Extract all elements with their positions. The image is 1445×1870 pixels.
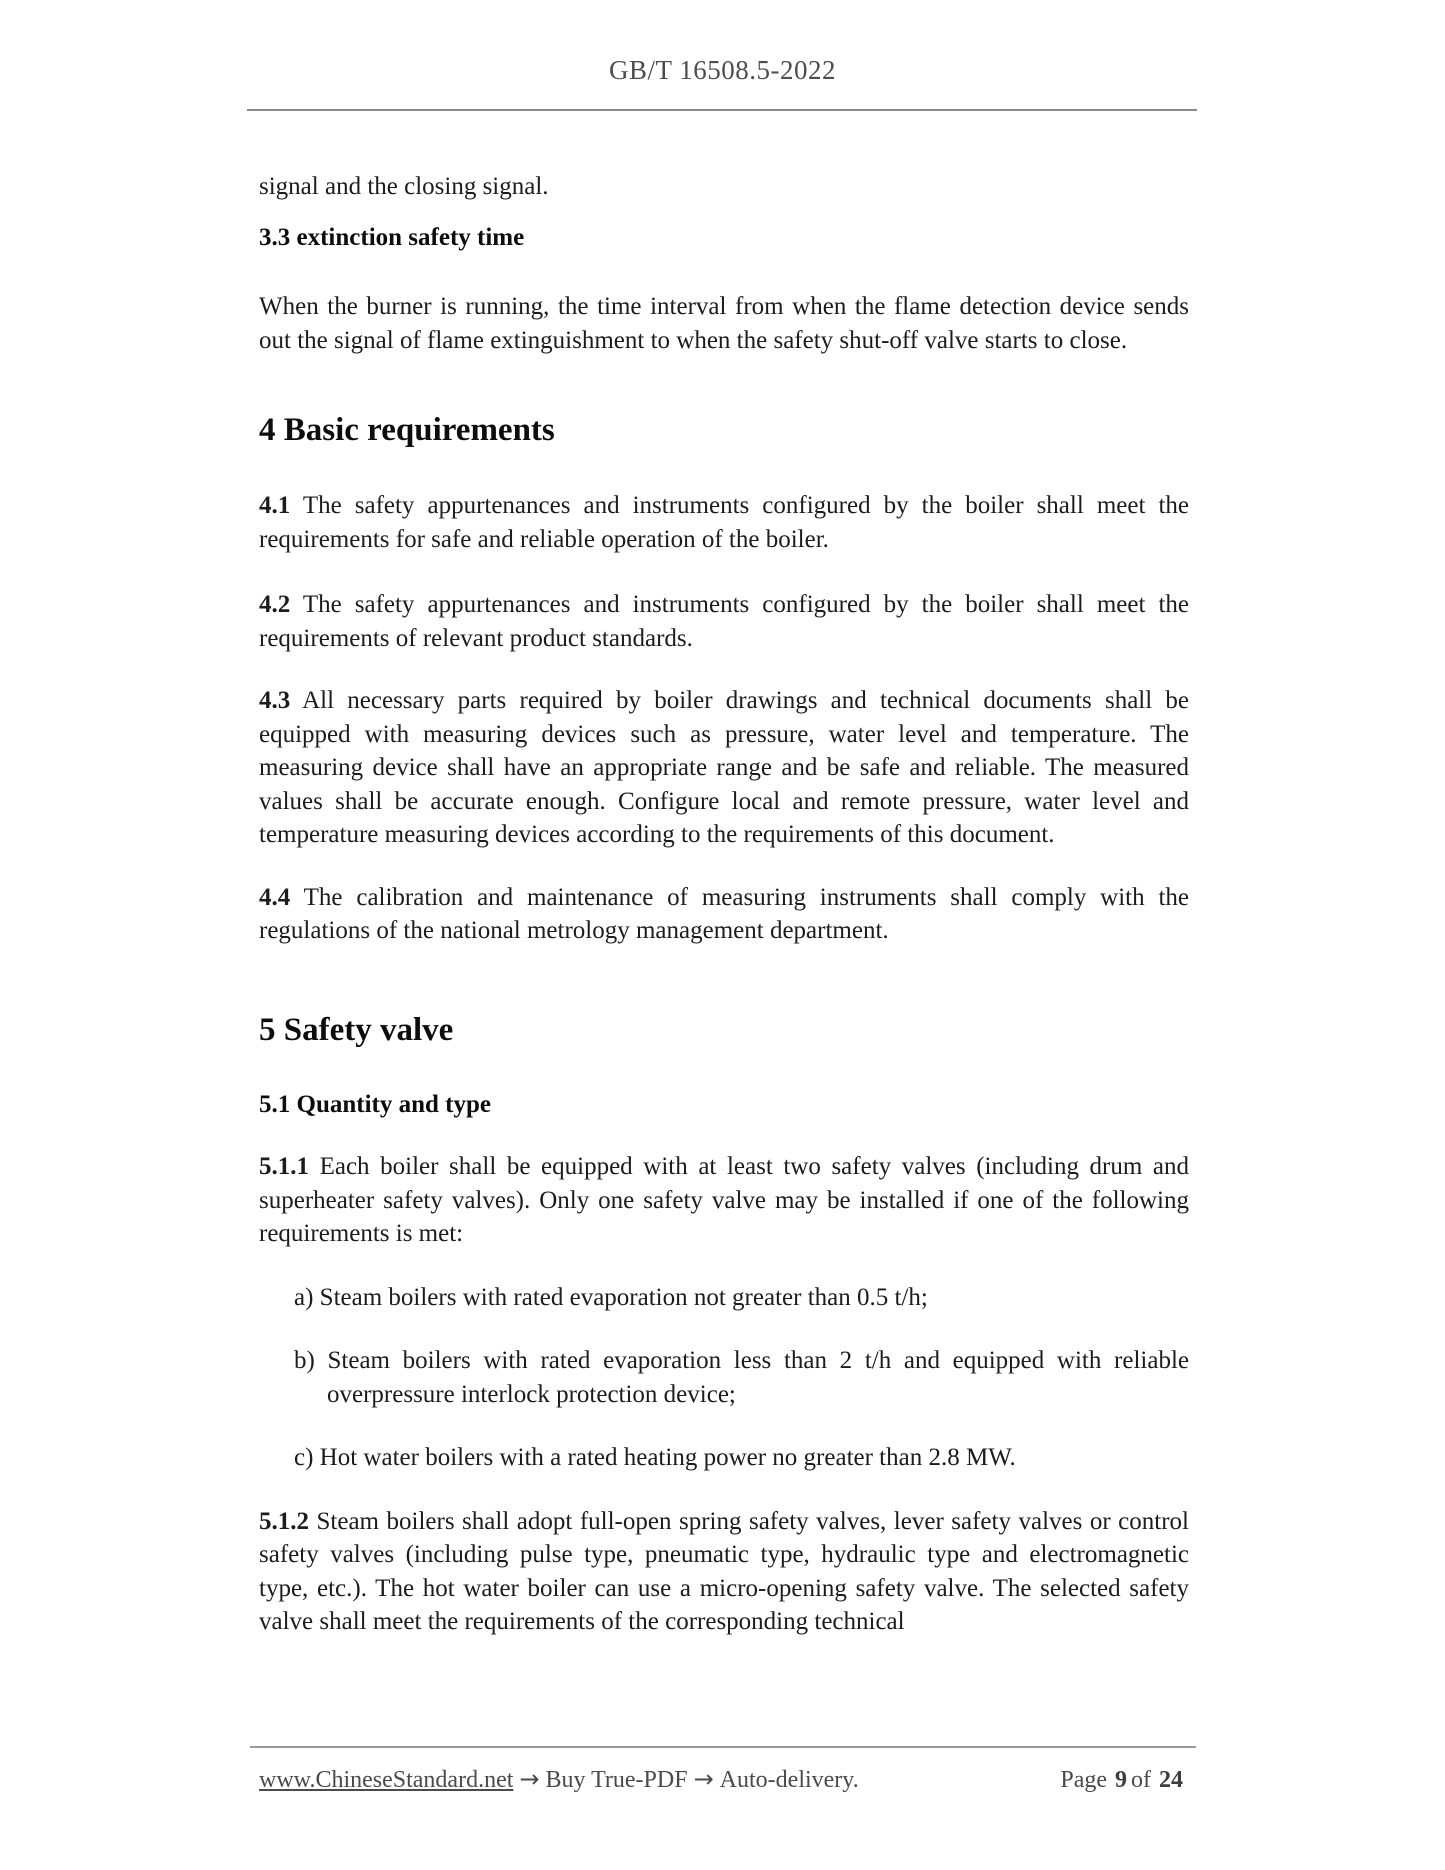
clause-text: All necessary parts required by boiler drawings and technical documents shall be equipped with measuring devices such as pressure, water level and temperature. The measuring device shall have an appropriate range and be safe and reliable. The measured values shall be accurate enough. Configure local and remote pressure, water level and temperature measuring devices according to the requirements of this document.	[259, 687, 1190, 848]
footer-divider	[250, 1746, 1196, 1748]
clause-number: 5.1.1	[259, 1153, 309, 1180]
clause-number: 4.1	[259, 492, 291, 519]
heading-5: 5 Safety valve	[259, 1011, 454, 1048]
clause-text: The calibration and maintenance of measuring instruments shall comply with the regulations of the national metrology management department.	[259, 883, 1189, 944]
clause-5-1-2	[259, 1505, 1189, 1639]
list-item-a	[259, 1281, 1189, 1315]
list-item-text: Steam boilers with rated evaporation less than 2 t/h and equipped with reliable overpressure interlock protection device;	[327, 1347, 1189, 1408]
page-total: 24	[1159, 1767, 1183, 1793]
clause-5-1-1	[259, 1150, 1189, 1251]
list-marker: b)	[294, 1347, 315, 1374]
of-label: of	[1131, 1767, 1151, 1793]
list-item-c	[259, 1441, 1189, 1475]
list-marker: c)	[294, 1444, 314, 1471]
clause-text: The safety appurtenances and instruments configured by the boiler shall meet the requirements for safe and reliable operation of the boiler.	[259, 492, 1189, 553]
clause-text: The safety appurtenances and instruments configured by the boiler shall meet the requirements of relevant product standards.	[259, 591, 1189, 652]
list-marker: a)	[294, 1283, 314, 1311]
clause-4-2	[259, 588, 1189, 655]
heading-4: 4 Basic requirements	[259, 412, 555, 448]
arrow-right-icon: →	[519, 1765, 540, 1793]
clause-number: 4.4	[259, 883, 291, 911]
page-current: 9	[1115, 1767, 1127, 1793]
header-divider	[247, 109, 1197, 111]
clause-4-4	[259, 881, 1189, 948]
page-label: Page	[1060, 1767, 1107, 1793]
clause-number: 4.2	[259, 591, 291, 618]
clause-number: 5.1.2	[259, 1507, 309, 1535]
clause-number: 4.3	[259, 687, 291, 714]
list-item-b	[259, 1344, 1189, 1411]
page-indicator	[1060, 1764, 1187, 1796]
page-body	[259, 170, 1189, 1639]
paragraph-3-3-body: When the burner is running, the time interval from when the flame detection device sends out the signal of flame extinguishment to when the safety shut-off valve starts to close.	[259, 293, 1189, 354]
footer-source-line	[259, 1763, 859, 1796]
heading-5-1: 5.1 Quantity and type	[259, 1090, 491, 1118]
document-number: GB/T 16508.5-2022	[608, 55, 836, 85]
footer-delivery-text: Auto-delivery.	[719, 1767, 859, 1793]
list-item-text: Steam boilers with rated evaporation not greater than 0.5 t/h;	[319, 1283, 928, 1311]
arrow-right-icon: →	[693, 1765, 714, 1793]
footer-buy-text: Buy True-PDF	[545, 1767, 688, 1793]
heading-3-3: 3.3 extinction safety time	[259, 223, 525, 251]
paragraph-continuation: signal and the closing signal.	[259, 173, 549, 200]
list-item-text: Hot water boilers with a rated heating power no greater than 2.8 MW.	[319, 1444, 1016, 1471]
clause-text: Each boiler shall be equipped with at least two safety valves (including drum and superheater safety valves). Only one safety valve may be installed if one of the following requirements is met:	[259, 1153, 1189, 1247]
clause-4-1	[259, 489, 1189, 556]
page-footer	[259, 1763, 1187, 1796]
clause-4-3	[259, 684, 1189, 852]
clause-text: Steam boilers shall adopt full-open spring safety valves, lever safety valves or control safety valves (including pulse type, pneumatic type, hydraulic type and electromagnetic type, etc.). The hot water boiler can use a micro-opening safety valve. The selected safety valve shall meet the requirements of the corresponding technical	[259, 1507, 1189, 1635]
site-link[interactable]: www.ChineseStandard.net	[259, 1767, 514, 1793]
